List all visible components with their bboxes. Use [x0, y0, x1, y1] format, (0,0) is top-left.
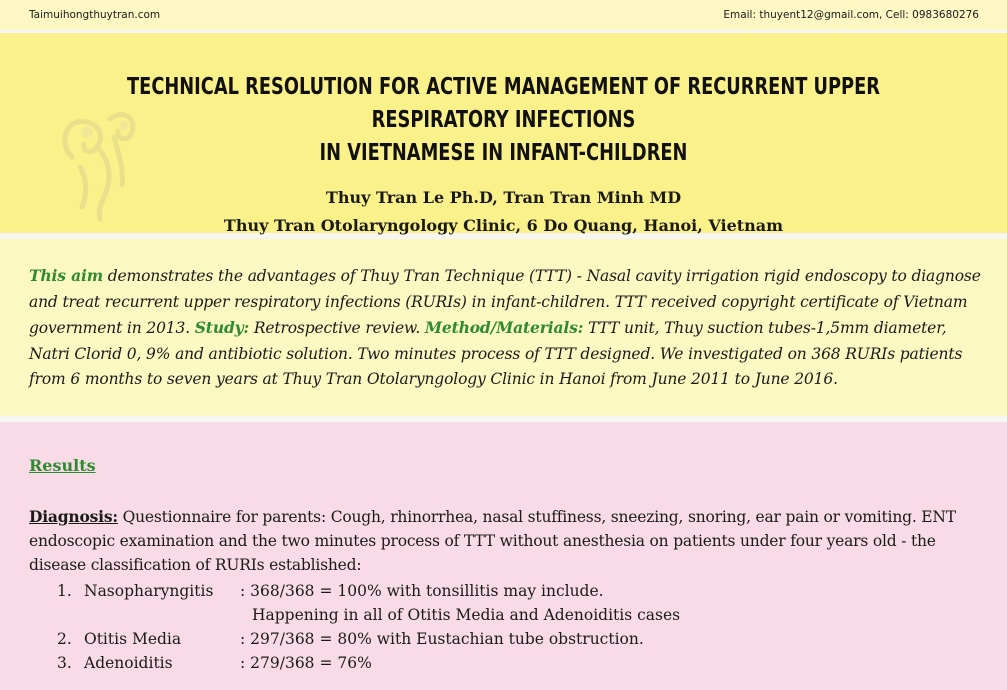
list-item — [0, 582, 1007, 606]
contact-info: Email: thuyent12@gmail.com, Cell: 0983680276 — [723, 9, 979, 21]
title-line-1: TECHNICAL RESOLUTION FOR ACTIVE MANAGEMENT OF RECURRENT UPPER RESPIRATORY INFECTIONS — [127, 74, 880, 133]
study-text: Retrospective review. — [249, 319, 425, 337]
authors: Thuy Tran Le Ph.D, Tran Tran Minh MD — [325, 188, 682, 207]
item-name: Otitis Media — [84, 630, 182, 648]
item-value: : 368/368 = 100% with tonsillitis may include. — [240, 582, 604, 600]
diagnosis-text: Questionnaire for parents: Cough, rhinorrhea, nasal stuffiness, sneezing, snoring, ear pain or vomiting. ENT endoscopic examination and the two minutes process of TTT without anesthesia on patients under four years old - the disease classification of RURIs established: — [29, 508, 956, 574]
list-item — [0, 654, 1007, 678]
item-value: : 279/368 = 76% — [240, 654, 372, 672]
method-text: TTT unit, Thuy suction tubes-1,5mm diameter, Natri Clorid 0, 9% and antibiotic solution. Two minutes process of TTT designed. We investigated on 368 RURIs patients from 6 months to seven years at Thuy Tran Otolaryngology Clinic in Hanoi from June 2011 to June 2016. — [29, 319, 963, 388]
abstract-text — [29, 263, 984, 393]
title-line-2: IN VIETNAMESE IN INFANT-CHILDREN — [319, 140, 688, 166]
item-continuation: Happening in all of Otitis Media and Adenoiditis cases — [252, 606, 681, 624]
list-item — [0, 630, 1007, 654]
affiliation: Thuy Tran Otolaryngology Clinic, 6 Do Quang, Hanoi, Vietnam — [223, 216, 784, 235]
item-number: 2. — [57, 630, 72, 648]
results-heading: Results — [29, 456, 96, 475]
diagnosis-label: Diagnosis: — [29, 507, 118, 526]
item-number: 3. — [57, 654, 72, 672]
item-number: 1. — [57, 582, 72, 600]
item-name: Adenoiditis — [84, 654, 173, 672]
method-label: Method/Materials: — [424, 318, 584, 337]
results-section — [0, 422, 1007, 690]
study-label: Study: — [194, 318, 250, 337]
list-item-continuation — [0, 606, 1007, 630]
top-bar — [0, 0, 1007, 30]
site-name[interactable]: Taimuihongthuytran.com — [29, 9, 161, 21]
diagnosis-paragraph — [29, 505, 984, 577]
abstract-section — [0, 239, 1007, 416]
poster-header — [0, 33, 1007, 233]
aim-label: This aim — [29, 266, 103, 285]
aim-text: demonstrates the advantages of Thuy Tran Technique (TTT) - Nasal cavity irrigation rigid endoscopy to diagnose and treat recurrent upper respiratory infections (RURIs) in infant-children. TTT received copyright certificate of Vietnam government in 2013. — [29, 267, 981, 337]
poster-title — [70, 71, 936, 170]
item-value: : 297/368 = 80% with Eustachian tube obstruction. — [240, 630, 644, 648]
item-name: Nasopharyngitis — [84, 582, 214, 600]
